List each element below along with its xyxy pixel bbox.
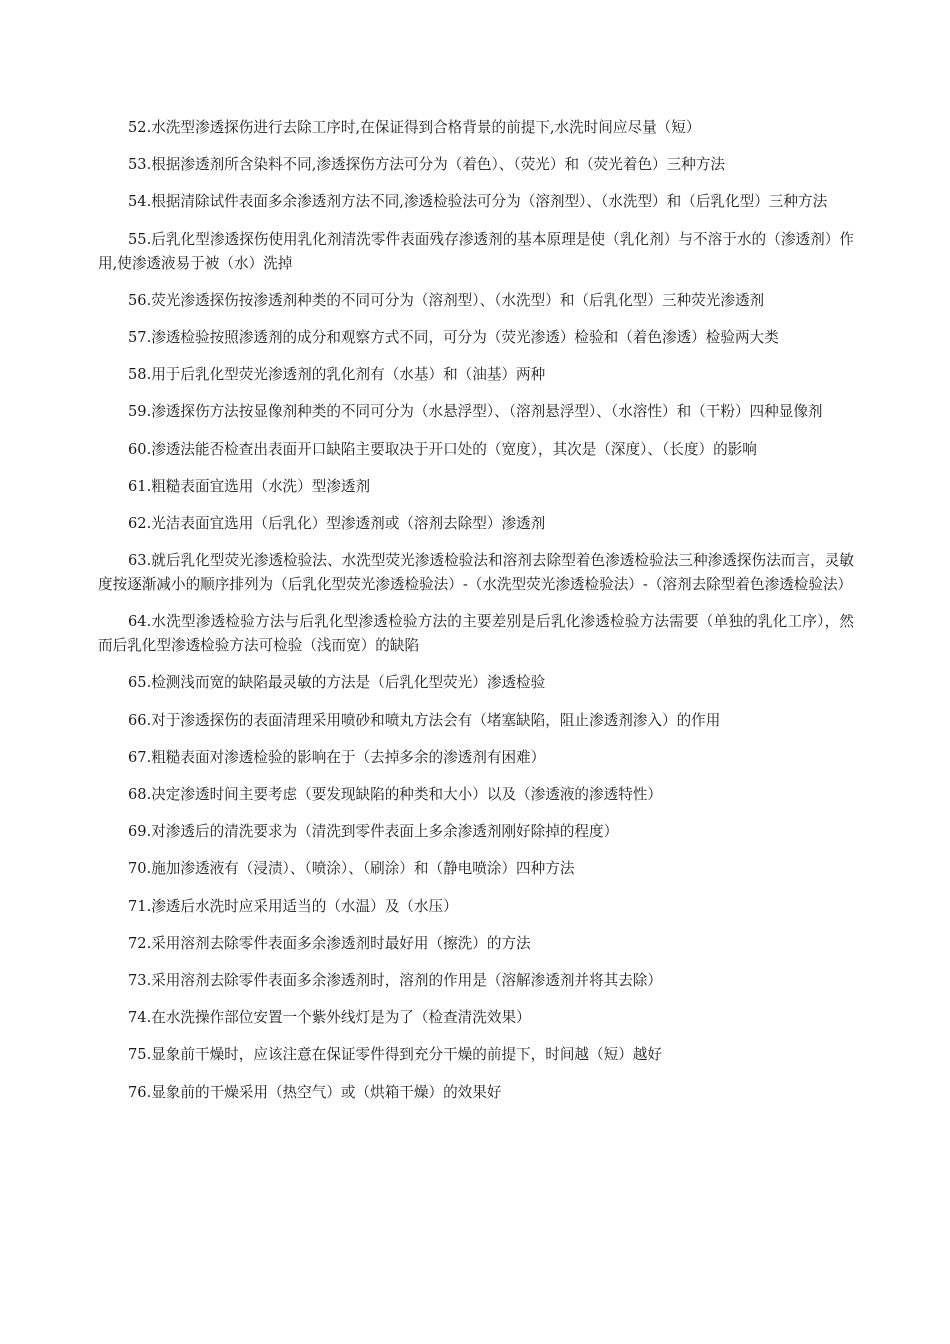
question-71: 71.渗透后水洗时应采用适当的（水温）及（水压） (128, 897, 458, 915)
question-59: 59.渗透探伤方法按显像剂种类的不同可分为（水悬浮型）、（溶剂悬浮型）、（水溶性）和（干粉）四种显像剂 (128, 403, 823, 421)
question-75: 75.显象前干燥时，应该注意在保证零件得到充分干燥的前提下，时间越（短）越好 (128, 1046, 662, 1064)
question-67: 67.粗糙表面对渗透检验的影响在于（去掉多余的渗透剂有困难） (128, 748, 546, 766)
question-74: 74.在水洗操作部位安置一个紫外线灯是为了（检查清洗效果） (128, 1009, 531, 1027)
question-70: 70.施加渗透液有（浸渍）、（喷涂）、（刷涂）和（静电喷涂）四种方法 (128, 860, 575, 878)
question-63: 63.就后乳化型荧光渗透检验法、水洗型荧光渗透检验法和溶剂去除型着色渗透检验法三种渗透探伤法而言，灵敏度按逐渐减小的顺序排列为（后乳化型荧光渗透检验法）-（水洗型荧光渗透检验法）-（溶剂去除型着色渗透检验法） (98, 552, 854, 594)
question-62: 62.光洁表面宜选用（后乳化）型渗透剂或（溶剂去除型）渗透剂 (128, 514, 546, 532)
question-65: 65.检测浅而宽的缺陷最灵敏的方法是（后乳化型荧光）渗透检验 (128, 674, 546, 692)
question-60: 60.渗透法能否检查出表面开口缺陷主要取决于开口处的（宽度），其次是（深度）、（长度）的影响 (128, 440, 757, 458)
question-list (98, 116, 854, 1118)
question-55: 55.后乳化型渗透探伤使用乳化剂清洗零件表面残存渗透剂的基本原理是使（乳化剂）与不溶于水的（渗透剂）作用,使渗透液易于被（水）洗掉 (98, 230, 854, 272)
question-76: 76.显象前的干燥采用（热空气）或（烘箱干燥）的效果好 (128, 1083, 502, 1101)
question-69: 69.对渗透后的清洗要求为（清洗到零件表面上多余渗透剂刚好除掉的程度） (128, 823, 619, 841)
question-73: 73.采用溶剂去除零件表面多余渗透剂时，溶剂的作用是（溶解渗透剂并将其去除） (128, 971, 662, 989)
question-52: 52.水洗型渗透探伤进行去除工序时,在保证得到合格背景的前提下,水洗时间应尽量（短） (128, 119, 701, 136)
question-72: 72.采用溶剂去除零件表面多余渗透剂时最好用（擦洗）的方法 (128, 934, 531, 952)
question-61: 61.粗糙表面宜选用（水洗）型渗透剂 (128, 477, 371, 495)
question-56: 56.荧光渗透探伤按渗透剂种类的不同可分为（溶剂型）、（水洗型）和（后乳化型）三种荧光渗透剂 (128, 291, 765, 309)
question-54: 54.根据清除试件表面多余渗透剂方法不同,渗透检验法可分为（溶剂型）、（水洗型）和（后乳化型）三种方法 (128, 193, 828, 211)
question-68: 68.决定渗透时间主要考虑（要发现缺陷的种类和大小）以及（渗透液的渗透特性） (128, 786, 662, 803)
question-53: 53.根据渗透剂所含染料不同,渗透探伤方法可分为（着色）、（荧光）和（荧光着色）三种方法 (128, 156, 726, 174)
question-58: 58.用于后乳化型荧光渗透剂的乳化剂有（水基）和（油基）两种 (128, 366, 546, 384)
question-64: 64.水洗型渗透检验方法与后乳化型渗透检验方法的主要差别是后乳化渗透检验方法需要（单独的乳化工序），然而后乳化型渗透检验方法可检验（浅而宽）的缺陷 (98, 613, 854, 655)
question-66: 66.对于渗透探伤的表面清理采用喷砂和喷丸方法会有（堵塞缺陷，阻止渗透剂渗入）的作用 (128, 711, 721, 729)
question-57: 57.渗透检验按照渗透剂的成分和观察方式不同，可分为（荧光渗透）检验和（着色渗透）检验两大类 (128, 328, 779, 346)
